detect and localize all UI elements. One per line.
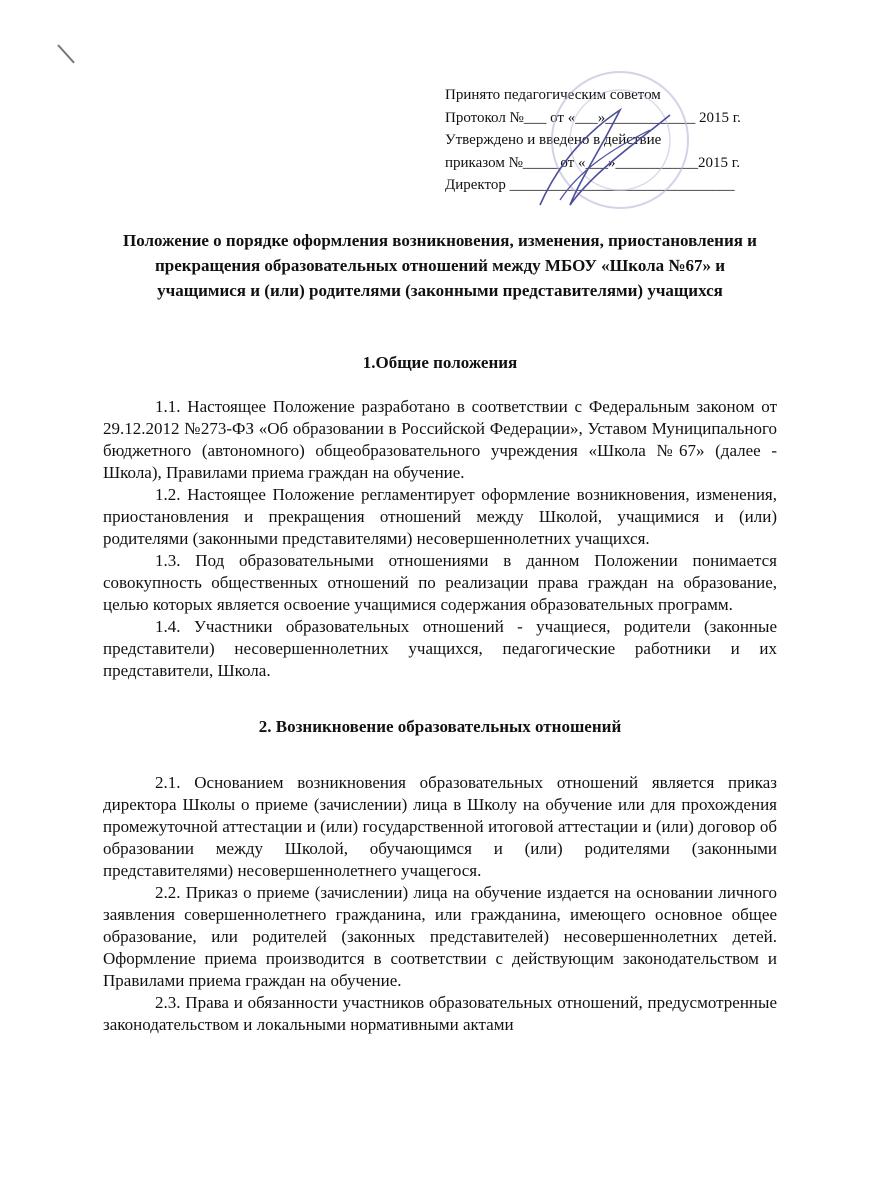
paragraph: 1.1. Настоящее Положение разработано в соответствии с Федеральным законом от 29.12.2012 №273-ФЗ «Об образовании в Российской Федерации», Уставом Муниципального бюджетного (автономного) общеобразовательного учреждения «Школа №67» (далее - Школа), Правилами приема граждан на обучение. [103, 397, 777, 482]
section-heading: 2. Возникновение образовательных отношений [258, 717, 622, 736]
paragraph: 1.2. Настоящее Положение регламентирует оформление возникновения, изменения, приостановления и прекращения отношений между Школой, учащимися и (или) родителями (законными представителями) несовершеннолетних учащихся. [103, 485, 777, 548]
paragraph: 1.4. Участники образовательных отношений - учащиеся, родители (законные представители) несовершеннолетних учащихся, педагогические работники и их представители, Школа. [103, 617, 777, 680]
document-body [103, 352, 777, 1036]
paragraph: 2.2. Приказ о приеме (зачислении) лица на обучение издается на основании личного заявления совершеннолетнего гражданина, или гражданина, имеющего основное общее образование, или родителей (законных представителей) несовершеннолетних детей. Оформление приема производится в соответствии с действующим законодательством и Правилами приема граждан на обучение. [103, 883, 777, 990]
order-line: приказом №_____от «___»___________2015 г. [445, 154, 740, 171]
section-heading: 1.Общие положения [362, 353, 518, 372]
approval-block [445, 84, 741, 197]
scan-mark [57, 44, 75, 63]
paragraph: 2.3. Права и обязанности участников образовательных отношений, предусмотренные законодательством и локальными нормативными актами [103, 993, 777, 1034]
approval-line: Принято педагогическим советом [445, 87, 661, 103]
approval-line: Утверждено и введено в действие [445, 132, 662, 148]
protocol-line: Протокол №___ от «___»____________ 2015 г. [445, 109, 741, 126]
director-line: Директор ______________________________ [445, 177, 735, 193]
document-title: Положение о порядке оформления возникновения, изменения, приостановления и прекращения образовательных отношений между МБОУ «Школа №67» и учащимися и (или) родителями (законными представителями) учащихся [123, 231, 757, 300]
paragraph: 2.1. Основанием возникновения образовательных отношений является приказ директора Школы о приеме (зачислении) лица в Школу на обучение или для прохождения промежуточной аттестации и (или) государственной итоговой аттестации и (или) договор об образовании между Школой, обучающимся и (или) родителями (законными представителями) несовершеннолетнего учащегося. [103, 773, 777, 880]
paragraph: 1.3. Под образовательными отношениями в данном Положении понимается совокупность общественных отношений по реализации права граждан на образование, целью которых является освоение учащимися содержания образовательных программ. [103, 551, 777, 614]
